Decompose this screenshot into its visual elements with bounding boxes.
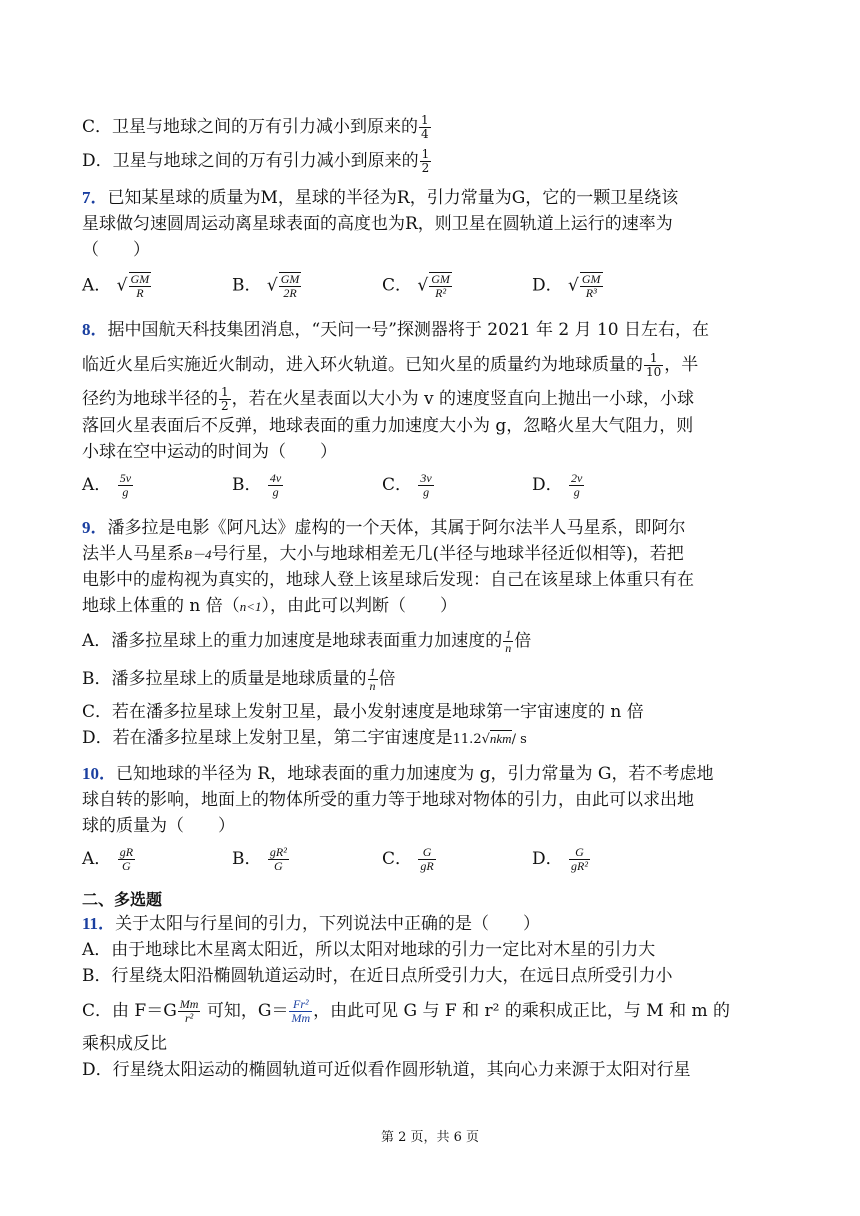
- q10-line2: 球自转的影响，地面上的物体所受的重力等于地球对物体的引力，由此可以求出地: [82, 790, 694, 810]
- q10-option-d: D． $\frac{G}{\text{gR²}}$: [532, 845, 588, 873]
- q7-option-d: D． √ $\frac{GM}{\text{R³}}$: [532, 272, 601, 300]
- q9-option-d: D．若在潘多拉星球上发射卫星，第二宇宙速度是11.2√nkm/ s: [82, 728, 527, 748]
- fraction: $\frac{1}{2}$: [421, 147, 430, 175]
- q10-option-a: A． $\frac{gR}{G}$: [82, 845, 134, 873]
- q9-line4: 地球上体重的 n 倍（n<1），由此可以判断（ ）: [82, 596, 458, 616]
- q8-line1: 8．据中国航天科技集团消息，“天问一号”探测器将于 2021 年 2 月 10 日左右，在: [82, 320, 710, 340]
- q8-line5: 小球在空中运动的时间为（ ）: [82, 442, 337, 462]
- q7-option-c: C． √ $\frac{GM}{\text{R²}}$: [382, 272, 450, 300]
- q6-option-d: D．卫星与地球之间的万有引力减小到原来的 $\frac{1}{2}$: [82, 147, 430, 175]
- q9-line2: 法半人马星系B－4号行星，大小与地球相差无几(半径与地球半径近似相等)，若把: [82, 544, 684, 564]
- q9-option-b: B．潘多拉星球上的质量是地球质量的 $\frac{1}{n}$ 倍: [82, 665, 396, 693]
- q8-line4: 落回火星表面后不反弹，地球表面的重力加速度大小为 g，忽略火星大气阻力，则: [82, 416, 694, 436]
- fraction: $\frac{1}{4}$: [421, 113, 429, 141]
- q10-line1: 10．已知地球的半径为 R，地球表面的重力加速度为 g，引力常量为 G，若不考虑地: [82, 764, 714, 784]
- q11-option-b: B．行星绕太阳沿椭圆轨道运动时，在近日点所受引力大，在远日点所受引力小: [82, 966, 673, 986]
- q11-option-a: A．由于地球比木星离太阳近，所以太阳对地球的引力一定比对木星的引力大: [82, 940, 656, 960]
- q10-option-c: C． $\frac{G}{gR}$: [382, 845, 434, 873]
- page-footer: 第 2 页，共 6 页: [380, 1130, 480, 1145]
- q8-option-a: A． $\frac{5v}{g}$: [82, 471, 132, 499]
- q8-line3: 径约为地球半径的 $\frac{1}{2}$ ，若在火星表面以大小为 v 的速度竖直向上抛出一小球，小球: [82, 385, 695, 413]
- q7-option-b: B． √ $\frac{GM}{2R}$: [232, 272, 300, 300]
- q10-option-b: B． $\frac{\text{gR²}}{G}$: [232, 845, 287, 873]
- q10-line3: 球的质量为（ ）: [82, 816, 235, 836]
- q9-line1: 9．潘多拉是电影《阿凡达》虚构的一个天体，其属于阿尔法半人马星系，即阿尔: [82, 518, 686, 538]
- q7-line3: （ ）: [82, 240, 150, 260]
- q6-option-c: C．卫星与地球之间的万有引力减小到原来的 $\frac{1}{4}$: [82, 113, 429, 141]
- q7-line2: 星球做匀速圆周运动离星球表面的高度也为R，则卫星在圆轨道上运行的速率为: [82, 214, 673, 234]
- q9-option-a: A．潘多拉星球上的重力加速度是地球表面重力加速度的 $\frac{1}{n}$ 倍: [82, 627, 532, 655]
- q11-option-d: D．行星绕太阳运动的椭圆轨道可近似看作圆形轨道，其向心力来源于太阳对行星: [82, 1060, 691, 1080]
- q7-line1: 7．已知某星球的质量为M，星球的半径为R，引力常量为G，它的一颗卫星绕该: [82, 188, 679, 208]
- q11-option-c: C．由 F＝G $\frac{Mm}{\text{r²}}$ 可知，G＝ $\frac{\text{Fr²}}{Mm}$ ，由此可见 G 与 F 和 r² 的乘积成正比，与 M 和 m 的: [82, 997, 731, 1025]
- q9-option-c: C．若在潘多拉星球上发射卫星，最小发射速度是地球第一宇宙速度的 n 倍: [82, 702, 644, 722]
- q11-option-c-cont: 乘积成反比: [82, 1034, 167, 1054]
- q8-option-c: C． $\frac{3v}{g}$: [382, 471, 432, 499]
- section-title: 二、多选题: [82, 890, 163, 909]
- q8-option-b: B． $\frac{4v}{g}$: [232, 471, 282, 499]
- q7-option-a: A． √ $\frac{GM}{R}$: [82, 272, 150, 300]
- q8-option-d: D． $\frac{2v}{g}$: [532, 471, 583, 499]
- q8-line2: 临近火星后实施近火制动，进入环火轨道。已知火星的质量约为地球质量的 $\frac{1}{10}$ ，半: [82, 351, 699, 379]
- q11-line1: 11．关于太阳与行星间的引力，下列说法中正确的是（ ）: [82, 914, 541, 934]
- q9-line3: 电影中的虚构视为真实的，地球人登上该星球后发现：自己在该星球上体重只有在: [82, 570, 694, 590]
